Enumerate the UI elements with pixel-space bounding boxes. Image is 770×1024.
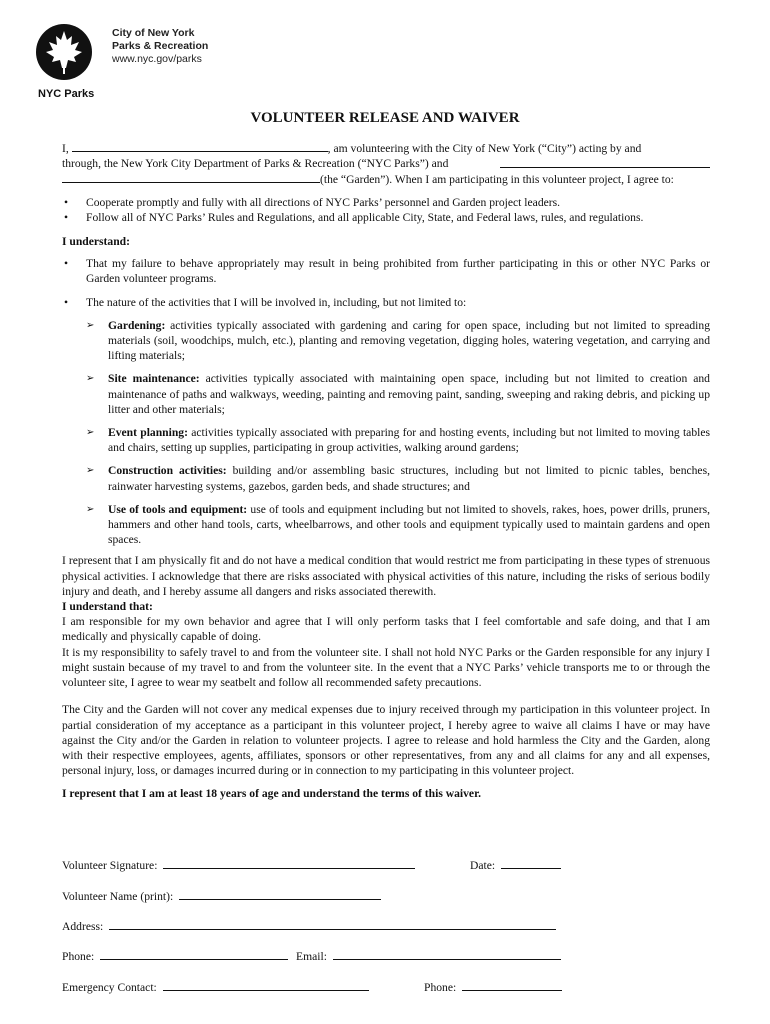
intro-text-4: (the “Garden”). When I am participating in this volunteer project, I agree to:	[320, 173, 674, 187]
name-row	[62, 888, 381, 903]
address-field[interactable]	[109, 918, 556, 930]
waiver-body	[62, 140, 710, 802]
arrow-bullet-icon: ➢	[86, 427, 95, 439]
org-line-city: City of New York	[112, 27, 195, 39]
emergency-contact-label: Emergency Contact:	[62, 981, 157, 994]
org-line-parks: Parks & Recreation	[112, 40, 209, 52]
signature-label: Volunteer Signature:	[62, 859, 158, 872]
agree-list	[62, 195, 710, 225]
signature-field[interactable]	[163, 857, 415, 869]
intro-line-1	[62, 140, 710, 156]
phone-row	[62, 948, 288, 963]
understand-heading: I understand:	[62, 235, 130, 249]
responsibility-paragraph-1: I am responsible for my own behavior and agree that I will only perform tasks that I feel comfortable and safe doing, and that I am medically and physically capable of doing.	[62, 615, 710, 644]
arrow-bullet-icon: ➢	[86, 373, 95, 385]
activity-item-site-maintenance: ➢ Site maintenance: activities typically associated with maintaining open space, including but not limited to creation and maintenance of paths and walkways, weeding, painting and removing paint, sanding, sweeping and raking debris, and picking up litter and other materials;	[86, 372, 710, 416]
nyc-parks-label: NYC Parks	[38, 88, 95, 100]
address-row	[62, 918, 556, 933]
emergency-phone-field[interactable]	[462, 979, 562, 991]
email-label: Email:	[296, 950, 327, 963]
activity-item-tools: ➢ Use of tools and equipment: use of tools and equipment including but not limited to shovels, rakes, hoes, power drills, pruners, hammers and other hand tools, carts, wheelbarrows, and other tools and equipment typically used to maintain gardens and open spaces.	[86, 502, 710, 547]
emergency-phone-row	[424, 979, 562, 994]
nyc-parks-leaf-logo	[34, 22, 94, 82]
list-item: • That my failure to behave appropriately may result in being prohibited from further participating in this or other NYC Parks or Garden volunteer programs.	[64, 257, 710, 286]
arrow-bullet-icon: ➢	[86, 503, 95, 515]
org-name-block	[112, 27, 208, 66]
intro-text-3: through, the New York City Department of Parks & Recreation (“NYC Parks”) and	[62, 157, 449, 171]
activity-item-construction: ➢ Construction activities: building and/or assembling basic structures, including but not limited to picnic tables, benches, rainwater harvesting systems, gazebos, garden beds, and shade structures; and	[86, 464, 710, 493]
email-field[interactable]	[333, 948, 561, 960]
intro-line-3	[62, 171, 710, 187]
org-url: www.nyc.gov/parks	[112, 53, 202, 65]
name-label: Volunteer Name (print):	[62, 890, 174, 903]
represent-fit-paragraph: I represent that I am physically fit and do not have a medical condition that would restrict me from participating in these types of strenuous physical activities. I acknowledge that there are risks associated with physical activities of this nature, including the risks of serious bodily injury and death, and I hereby assume all dangers and risks associated therewith.	[62, 554, 710, 598]
responsibility-paragraph-2: It is my responsibility to safely travel to and from the volunteer site. I shall not hold NYC Parks or the Garden responsible for any injury I might sustain because of my travel to and from the volunteer site. In the event that a NYC Parks’ vehicle transports me to or through the volunteer site, I agree to wear my seatbelt and follow all recommended safety precautions.	[62, 645, 710, 690]
intro-line-2	[62, 156, 710, 171]
garden-name-blank	[500, 156, 710, 168]
activity-item-gardening: ➢ Gardening: activities typically associated with gardening and caring for open space, including but not limited to spreading materials (soil, woodchips, mulch, etc.), planting and removing vegetation, digging holes, watering vegetation, and carrying and lifting materials;	[86, 318, 710, 363]
phone-label: Phone:	[62, 950, 95, 963]
list-item: • Cooperate promptly and fully with all directions of NYC Parks’ personnel and Garden project leaders.	[64, 195, 561, 209]
email-row	[296, 948, 561, 963]
name-print-field[interactable]	[179, 888, 381, 900]
date-label: Date:	[470, 859, 496, 872]
emergency-phone-label: Phone:	[424, 981, 457, 994]
signature-row	[62, 857, 415, 872]
date-row	[470, 857, 561, 872]
date-field[interactable]	[501, 857, 561, 869]
document-title: VOLUNTEER RELEASE AND WAIVER	[250, 110, 520, 126]
bullet-icon: •	[64, 257, 69, 271]
garden-name-blank-2	[62, 171, 320, 183]
activities-list	[84, 318, 710, 548]
volunteer-name-blank	[72, 140, 328, 152]
understand-list	[62, 256, 710, 310]
list-item: • The nature of the activities that I will be involved in, including, but not limited to:	[64, 295, 467, 309]
understand-that-heading: I understand that:	[62, 600, 153, 614]
emergency-contact-field[interactable]	[163, 979, 369, 991]
list-item: • Follow all of NYC Parks’ Rules and Regulations, and all applicable City, State, and Federal laws, rules, and regulations.	[64, 210, 644, 224]
phone-field[interactable]	[100, 948, 288, 960]
emergency-contact-row	[62, 979, 369, 994]
intro-text-2: , am volunteering with the City of New York (“City”) acting by and	[327, 142, 642, 155]
arrow-bullet-icon: ➢	[86, 465, 95, 477]
age-statement: I represent that I am at least 18 years of age and understand the terms of this waiver.	[62, 787, 482, 801]
bullet-icon: •	[64, 210, 69, 224]
medical-waiver-paragraph: The City and the Garden will not cover any medical expenses due to injury received through my participation in this volunteer project. In partial consideration of my acceptance as a participant in this volunteer project, I hereby agree to waive all claims I have or may have against the City and/or the Garden in relation to volunteer projects. I agree to release and hold harmless the City and the Garden, along with their respective employees, agents, affiliates, sponsors or other representatives, from any and all claims for any and all expenses, personal injury, loss, or damages incurred during or in connection to my participating in this volunteer project.	[62, 703, 710, 778]
intro-text-1: I,	[62, 142, 69, 155]
address-label: Address:	[62, 920, 104, 933]
activity-item-event-planning: ➢ Event planning: activities typically associated with preparing for and hosting events, including but not limited to moving tables and chairs, setting up supplies, participating in group activities, walking around gardens;	[86, 426, 710, 455]
bullet-icon: •	[64, 195, 69, 209]
arrow-bullet-icon: ➢	[86, 319, 95, 331]
bullet-icon: •	[64, 295, 69, 309]
